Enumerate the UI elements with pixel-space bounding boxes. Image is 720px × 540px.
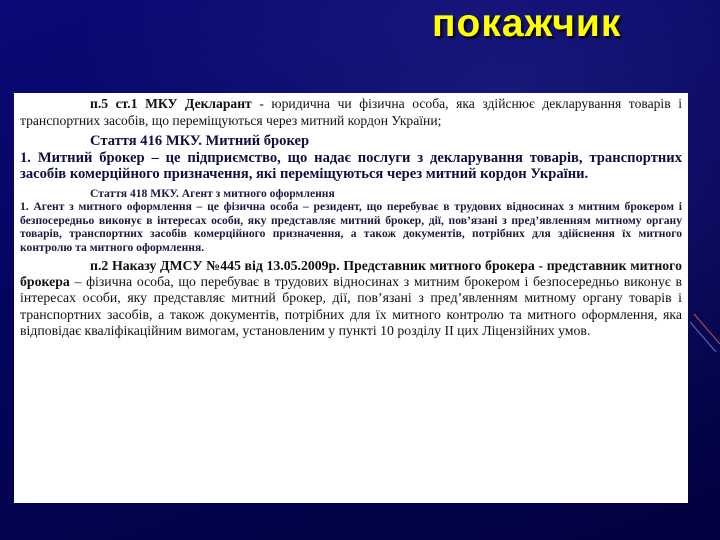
order-445-reference: п.2 Наказу ДМСУ №445 від 13.05.2009р. Представник митного брокера - представник митного брокера [20, 258, 682, 290]
decorative-lines [690, 300, 720, 360]
paragraph-declarant [20, 96, 682, 129]
slide-title: покажчик [432, 2, 622, 45]
declarant-definition: - юридична чи фізична особа, яка здійснює декларування товарів і транспортних засобів, що переміщуються через митний кордон України; [20, 96, 682, 128]
article-416-heading: Стаття 416 МКУ. Митний брокер [90, 133, 310, 149]
article-418-text: 1. Агент з митного оформлення – це фізична особа – резидент, що перебуває в трудових відносинах з митним брокером і безпосередньо виконує в інтересах особи, яку представляє митний брокер, дії, пов’язані з пред’явленням митному органу товарів, транспортних засобів комерційного призначення, а також документів, потрібних для здійснення їх митного контролю та митного оформлення. [20, 200, 682, 254]
article-418-heading: Стаття 418 МКУ. Агент з митного оформлення [90, 186, 335, 200]
article-416-text: 1. Митний брокер – це підприємство, що надає послуги з декларування товарів, транспортних засобів комерційного призначення, які переміщуються через митний кордон України. [20, 149, 682, 182]
paragraph-broker-representative [20, 258, 682, 339]
content-panel [14, 93, 688, 503]
declarant-reference: п.5 ст.1 МКУ Декларант [90, 96, 252, 111]
broker-representative-definition: – фізична особа, що перебуває в трудових відносинах з митним брокером і безпосередньо виконує в інтересах особи, яку представляє митний брокер, дії, пов’язані з пред’явленням митному органу товарів і транспортних засобів, а також документів, потрібних для їх митного контролю та митного оформлення, яка відповідає кваліфікаційним вимогам, установленим у пункті 10 розділу II цих Ліцензійних умов. [20, 274, 682, 338]
